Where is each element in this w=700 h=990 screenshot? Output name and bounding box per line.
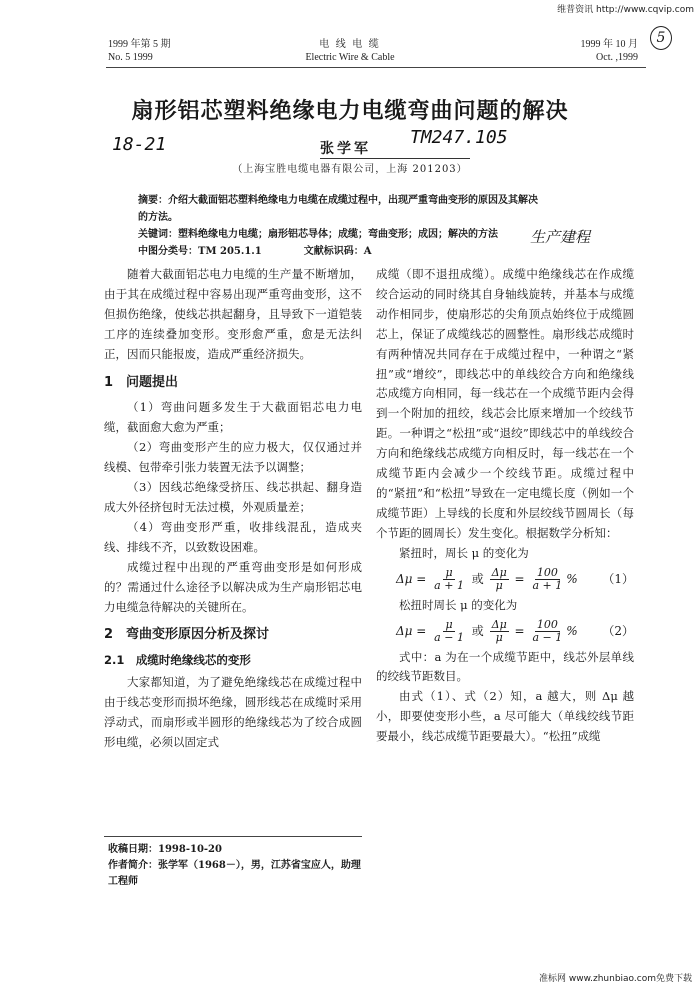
header-rule (106, 67, 646, 68)
footnote (108, 842, 364, 890)
keywords: 关键词：塑料绝缘电力电缆；扇形铝芯导体；成缆；弯曲变形；成因；解决的方法 (138, 229, 498, 240)
formula-1-frac-c: $\frac{100}{a + 1}$ (532, 566, 563, 593)
abstract-line2: 的方法。 (138, 212, 178, 223)
right-paragraph-3: 由式（1）、式（2）知，a 越大，则 Δμ 越小，即要使变形小些，a 尽可能大（单线绞线节距要最小，线芯成缆节距要最大）。“松扭”成缆 (376, 689, 634, 744)
affiliation: （上海宝胜电缆电器有限公司，上海 201203） (232, 164, 468, 175)
right-column (376, 265, 634, 747)
section-2-1-paragraph: 大家都知道，为了避免绝缘线芯在成缆过程中由于线芯变形而损坏绝缘，圆形线芯在成缆时采用浮动式，而扇形或半圆形的绝缘线芯为了绞合成圆形电缆，必须以固定式 (104, 675, 362, 749)
problem-item-2: （2）弯曲变形产生的应力极大，仅仅通过并线模、包带牵引张力装置无法予以调整； (104, 440, 362, 475)
header-date-en: Oct. ,1999 (596, 52, 638, 63)
paper-title: 扇形铝芯塑料绝缘电力电缆弯曲问题的解决 (131, 98, 569, 124)
header-journal-cn: 电 线 电 缆 (319, 39, 381, 50)
clc-number: 中图分类号：TM 205.1.1 (138, 246, 262, 257)
formula-2-frac-c: $\frac{100}{a - 1}$ (532, 618, 563, 644)
right-paragraph-1: 成缆（即不退扭成缆）。成缆中绝缘线芯在作成缆绞合运动的同时绕其自身轴线旋转，并基本与成缆动作相同步，使扇形芯的尖角顶点始终位于成缆圆芯上，保证了成缆线芯的圆整性。扇形线芯成缆时有两种情况共同存在于成缆过程中，一种谓之“紧扭”或“增绞”，即线芯中的单线绞合方向和绝缘线芯成缆方向相同，每一线芯在一个成缆节距内会得到一个附加的扭绞，线芯会比原来增加一个绞线节距。一种谓之“松扭”或“退绞”即线芯中的单线绞合方向和绝缘线芯成缆方向相反时，每一线芯在一个成缆节距内会减少一个绞线节距。成缆过程中的“紧扭”和“松扭”导致在一定电缆长度（例如一个成缆节距）上导线的长度和外层绞线节圆周长（每个节距的圆周长）发生变化。根据数学分析知： (376, 267, 634, 540)
formula-1-pct: % (566, 572, 578, 587)
author-name: 张学军 (320, 141, 371, 157)
abstract (138, 192, 578, 260)
formula-1-eq: = (514, 572, 525, 587)
formula-1-frac-b: $\frac{\Delta\mu}{\mu}$ (491, 566, 507, 593)
footnote-rule (104, 836, 362, 837)
formula-1-lhs: Δμ = (396, 572, 427, 587)
formula-2-number: （2） (602, 623, 634, 638)
header-date-cn: 1999 年 10 月 (580, 39, 638, 50)
classification-row (138, 243, 578, 260)
page-mark: 5 (650, 26, 672, 50)
handwritten-right: TM247.105 (410, 127, 508, 148)
header-issue-en: No. 5 1999 (108, 52, 153, 63)
formula-1 (376, 564, 634, 596)
formula-2-label: 松扭时周长 μ 的变化为 (399, 597, 518, 612)
section-2-heading: 2 弯曲变形原因分析及探讨 (104, 627, 270, 643)
header-journal-en: Electric Wire & Cable (305, 52, 395, 63)
handwritten-left: 18-21 (112, 134, 167, 155)
formula-2 (376, 616, 634, 648)
formula-2-eq: = (514, 624, 525, 638)
signature: 生产建程 (530, 228, 591, 246)
source-note: 维普资讯 http://www.cqvip.com (557, 5, 694, 15)
section-2-1-heading: 2.1 成缆时绝缘线芯的变形 (104, 653, 251, 668)
section-1-heading: 1 问题提出 (104, 374, 179, 390)
formula-1-or: 或 (471, 572, 484, 587)
download-note: 准标网 www.zhunbiao.com免费下载 (539, 974, 692, 984)
formula-1-frac-a: $\frac{\mu}{a + 1}$ (434, 566, 464, 593)
formula-2-pct: % (566, 624, 578, 638)
formula-2-frac-a: $\frac{\mu}{a - 1}$ (434, 618, 464, 644)
formula-1-number: （1） (602, 571, 634, 586)
author-underline (320, 158, 470, 159)
problem-item-3: （3）因线芯绝缘受挤压、线芯拱起、翻身造成大外径挤包时无法过模，外观质量差； (104, 480, 362, 514)
intro-paragraph: 随着大截面铝芯电力电缆的生产量不断增加，由于其在成缆过程中容易出现严重弯曲变形，这不但损伤绝缘，使线芯拱起翻身，且导致下一道铠装工序的连续叠加变形。变形愈严重，愈是无法纠正，因而只能报废，造成严重经济损失。 (104, 267, 362, 361)
author-bio: 作者简介：张学军（1968－），男，江苏省宝应人，助理工程师 (108, 860, 361, 887)
abstract-line1: 摘要：介绍大截面铝芯塑料绝缘电力电缆在成缆过程中，出现严重弯曲变形的原因及其解决 (138, 195, 538, 206)
left-column (104, 265, 362, 753)
problem-summary: 成缆过程中出现的严重弯曲变形是如何形成的？需通过什么途径予以解决成为生产扇形铝芯电力电缆急待解决的关键所在。 (104, 559, 362, 614)
formula-2-or: 或 (471, 624, 484, 638)
problem-item-4: （4）弯曲变形严重，收排线混乱，造成夹线、排线不齐，以致数设困难。 (104, 519, 362, 554)
document-code: 文献标识码：A (303, 246, 372, 257)
header-date (581, 38, 639, 64)
formula-2-frac-b: $\frac{\Delta\mu}{\mu}$ (491, 618, 507, 644)
header-issue-cn: 1999 年第 5 期 (108, 39, 171, 50)
formula-2-lhs: Δμ = (396, 624, 427, 638)
formula-1-label: 紧扭时，周长 μ 的变化为 (399, 545, 529, 560)
problem-item-1: （1）弯曲问题多发生于大截面铝芯电力电缆，截面愈大愈为严重； (104, 400, 362, 435)
right-paragraph-2: 式中：a 为在一个成缆节距中，线芯外层单线的绞线节距数目。 (376, 649, 634, 684)
received-date: 收稿日期：1998-10-20 (108, 844, 222, 855)
